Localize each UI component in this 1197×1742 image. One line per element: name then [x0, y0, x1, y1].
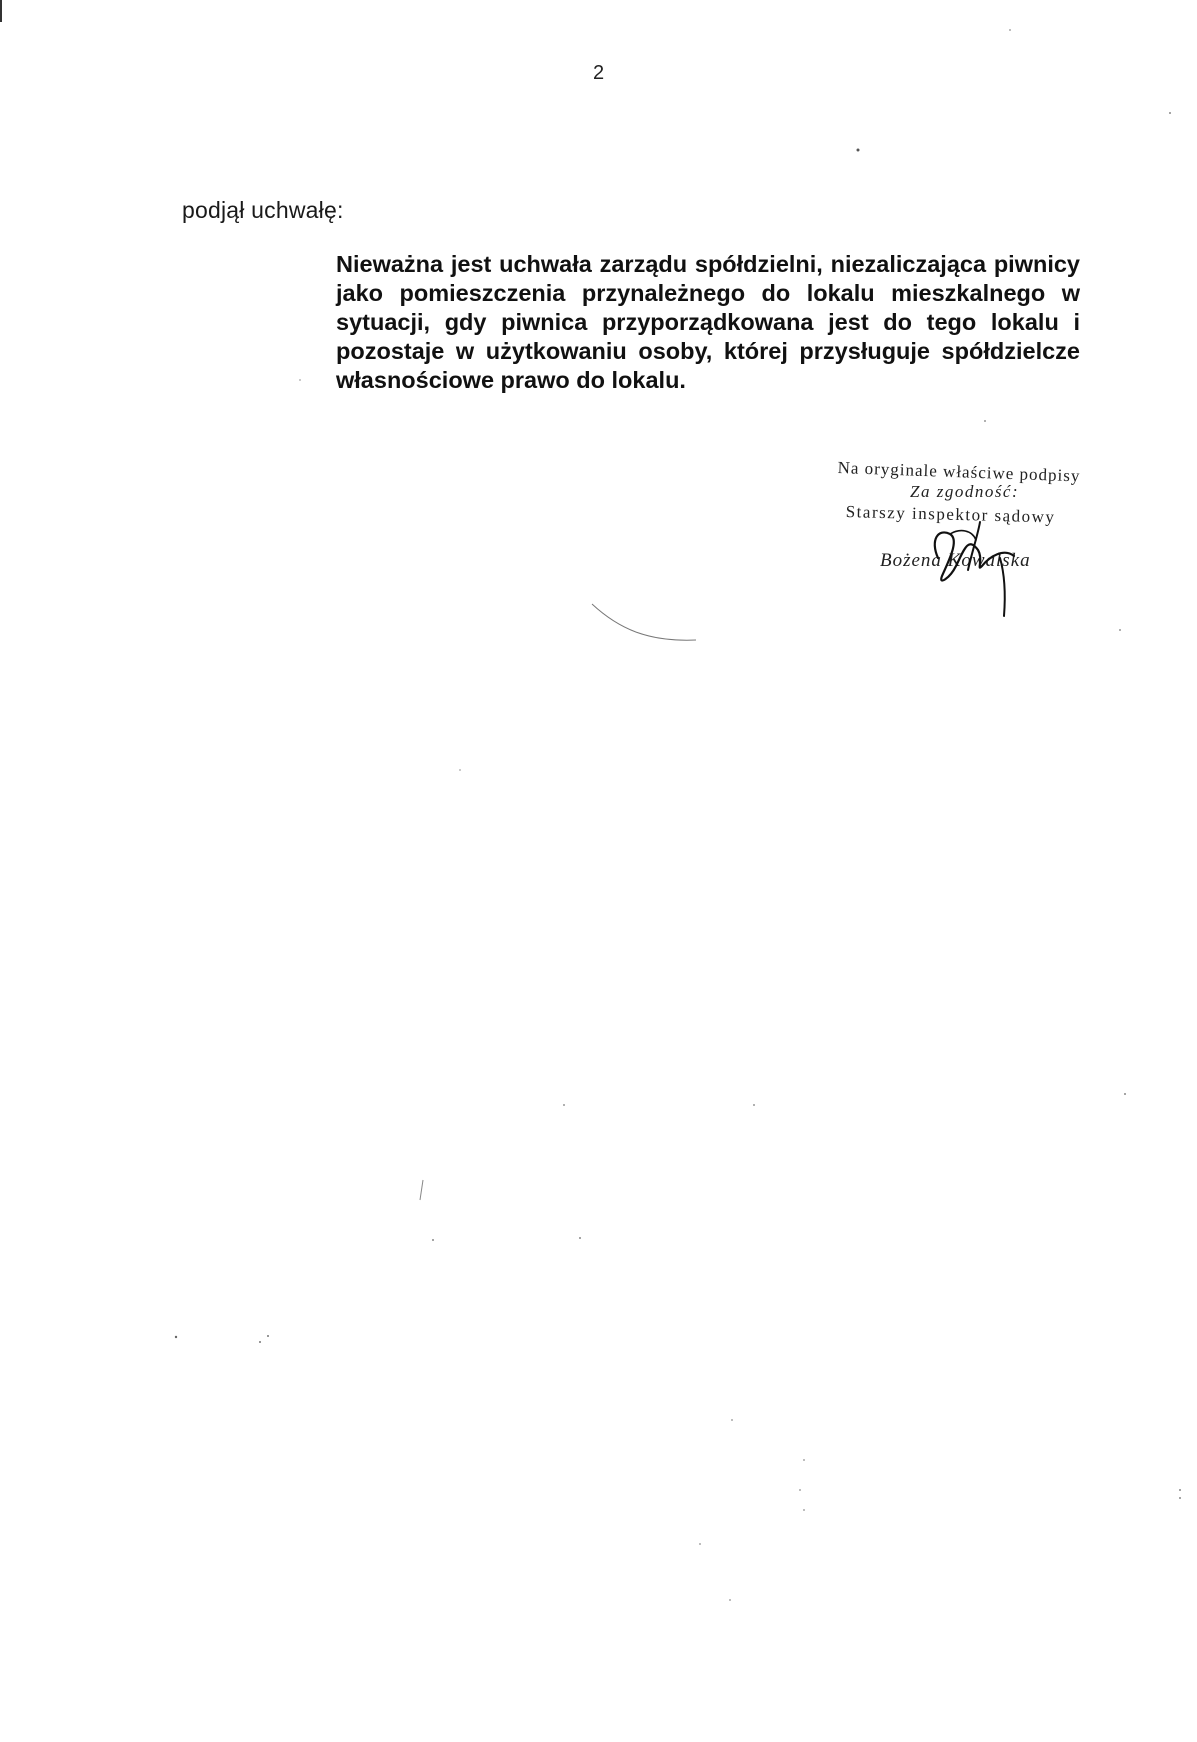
page-number: 2: [592, 62, 605, 84]
resolution-text: Nieważna jest uchwała zarządu spółdzielni, niezaliczająca piwnicy jako pomieszczenia przynależnego do lokalu mieszkalnego w sytuacji, gdy piwnica przyporządkowana jest do tego lokalu i pozostaje w użytkowaniu osoby, której przysługuje spółdzielcze własnościowe prawo do lokalu.: [336, 251, 1080, 393]
scan-edge-mark: [0, 0, 2, 22]
stamp-conformity: Za zgodność:: [910, 482, 1020, 501]
stamp-original-signatures: Na oryginale właściwe podpisy: [837, 458, 1081, 486]
scan-artifact-stroke: [590, 600, 700, 650]
stamp-name: Bożena Kowalska: [880, 550, 1031, 571]
handwritten-signature: [920, 500, 1070, 620]
resolution-intro: podjął uchwałę:: [182, 197, 344, 223]
stamp-position: Starszy inspektor sądowy: [845, 502, 1056, 527]
